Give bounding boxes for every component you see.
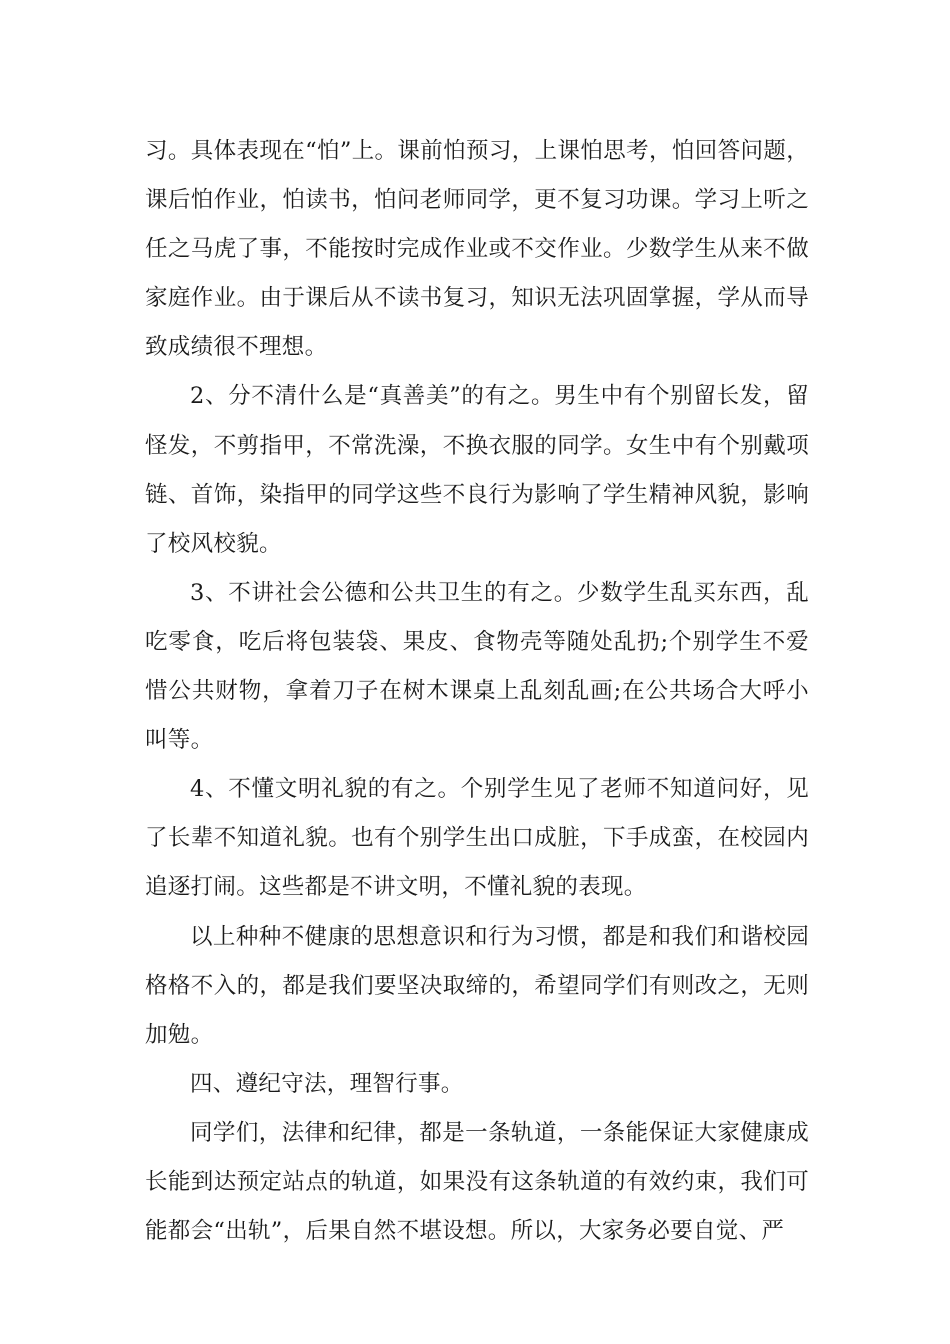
paragraph-6: 同学们，法律和纪律，都是一条轨道，一条能保证大家健康成长能到达预定站点的轨道，如果没有这条轨道的有效约束，我们可能都会“出轨”，后果自然不堪设想。所以，大家务必要自觉、严 [145,1119,809,1245]
paragraph-4: 4、不懂文明礼貌的有之。个别学生见了老师不知道问好，见了长辈不知道礼貌。也有个别学生出口成脏，下手成蛮，在校园内追逐打闹。这些都是不讲文明，不懂礼貌的表现。 [145,776,809,901]
paragraph-5: 以上种种不健康的思想意识和行为习惯，都是和我们和谐校园格格不入的，都是我们要坚决取缔的，希望同学们有则改之，无则加勉。 [145,923,809,1048]
section-heading: 四、遵纪守法，理智行事。 [190,1070,464,1097]
paragraph-1: 习。具体表现在“怕”上。课前怕预习，上课怕思考，怕回答问题，课后怕作业，怕读书，怕问老师同学，更不复习功课。学习上听之任之马虎了事，不能按时完成作业或不交作业。少数学生从来不做家庭作业。由于课后从不读书复习，知识无法巩固掌握，学从而导致成绩很不理想。 [145,138,809,361]
paragraph-2: 2、分不清什么是“真善美”的有之。男生中有个别留长发，留怪发，不剪指甲，不常洗澡，不换衣服的同学。女生中有个别戴项链、首饰，染指甲的同学这些不良行为影响了学生精神风貌，影响了校风校貌。 [145,383,809,557]
document-body [145,127,809,1256]
paragraph-3: 3、不讲社会公德和公共卫生的有之。少数学生乱买东西，乱吃零食，吃后将包装袋、果皮、食物壳等随处乱扔;个别学生不爱惜公共财物，拿着刀子在树木课桌上乱刻乱画;在公共场合大呼小叫等。 [145,579,809,754]
